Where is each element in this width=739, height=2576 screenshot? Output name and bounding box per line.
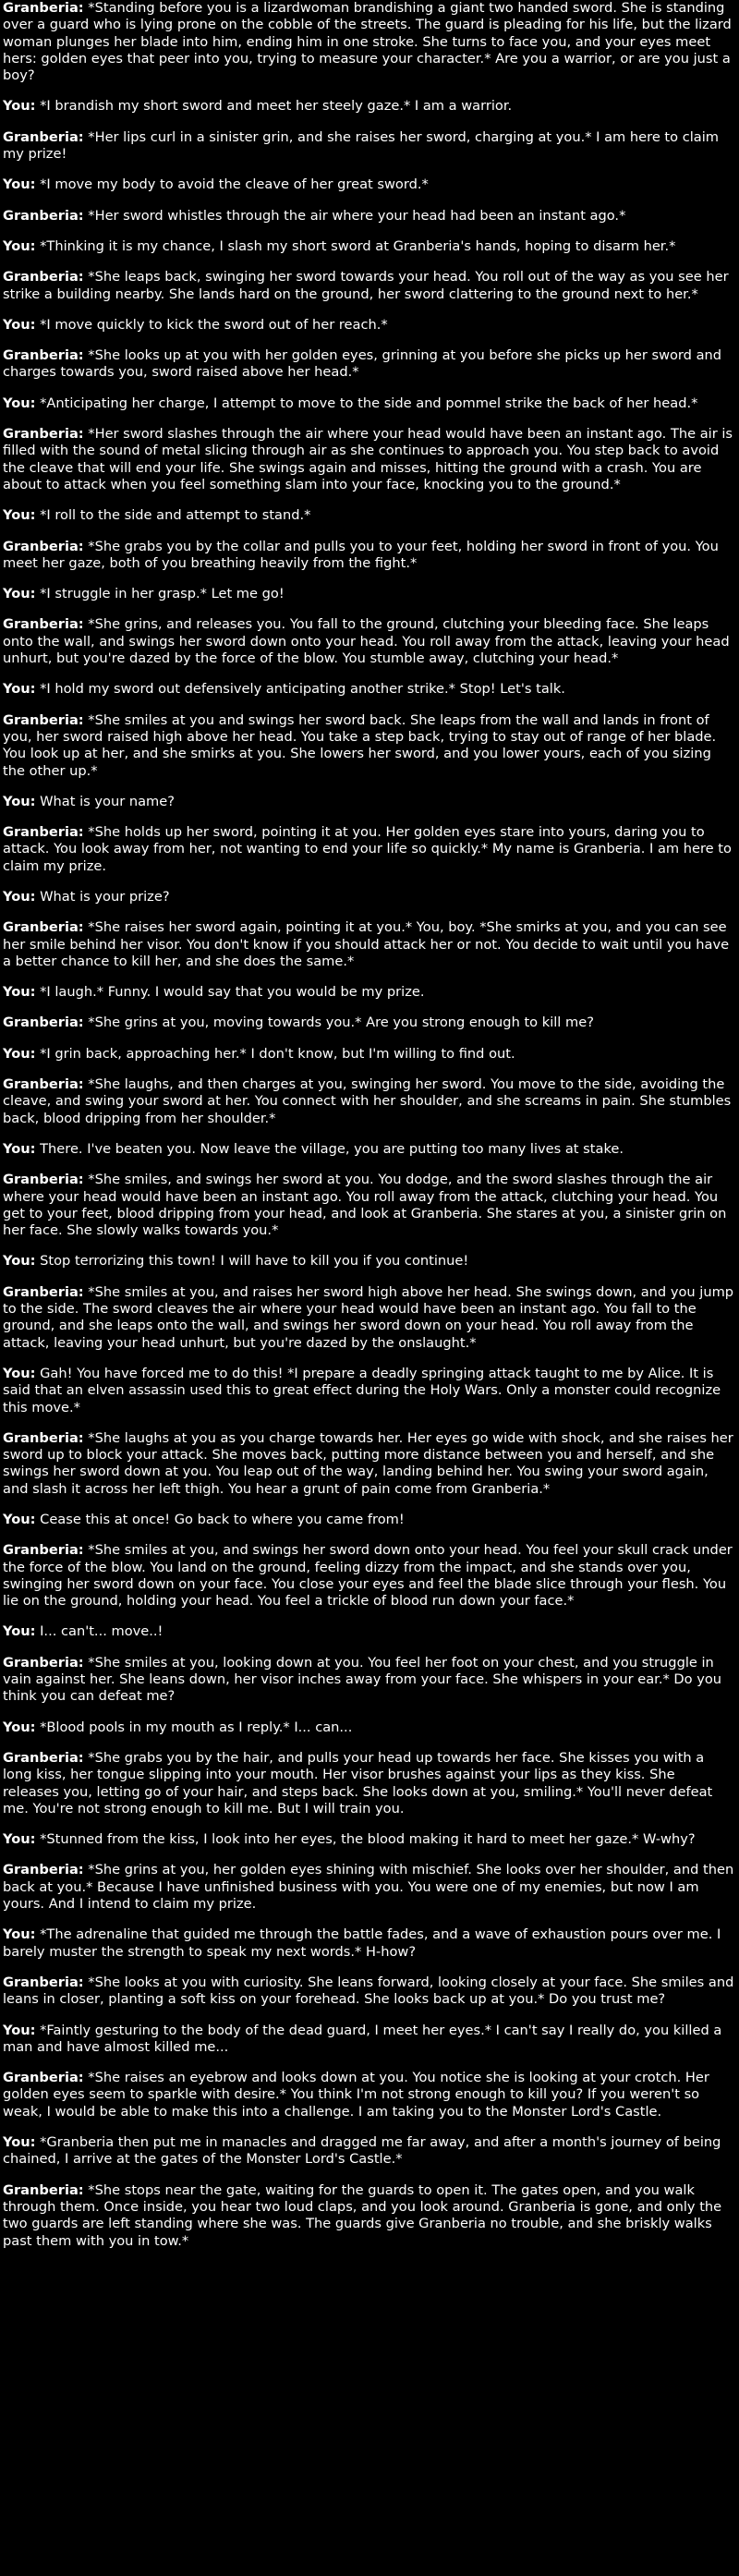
message-text: *I laugh.* Funny. I would say that you would be my prize. bbox=[35, 984, 425, 1001]
speaker-name: You: bbox=[3, 1045, 36, 1062]
message-text: *She smiles, and swings her sword at you. You dodge, and the sword slashes through the air where your head would have been an instant ago. You roll away from the attack, clutching your head. You get to your feet, blood dripping from your head, and look at Granberia. She stares at you, a sinister grin on her face. She slowly walks towards you.* bbox=[3, 1172, 731, 1239]
chat-message bbox=[3, 1655, 734, 1706]
chat-message bbox=[3, 1076, 734, 1127]
speaker-name: You: bbox=[3, 1512, 36, 1527]
speaker-name: Granberia: bbox=[3, 269, 84, 286]
chat-message bbox=[3, 1542, 737, 1610]
message-text: *She grabs you by the collar and pulls you to your feet, holding her sword in front of you. You meet her gaze, both of you breathing heavily from the fight.* bbox=[3, 538, 723, 571]
message-text: *She laughs at you as you charge towards her. Her eyes go wide with shock, and she raises her sword up to block your attack. She moves back, putting more distance between you and herself, and she swings her sword down at you. You leap out of the way, landing behind her. You swing your sword again, and slash it across her left thigh. You hear a grunt of pain come from Granberia.* bbox=[3, 1429, 738, 1497]
speaker-name: You: bbox=[3, 1140, 36, 1157]
message-text: *Granberia then put me in manacles and dragged me far away, and after a month's journey of being chained, I arrive at the gates of the Monster Lord's Castle.* bbox=[3, 2134, 726, 2168]
message-text: *She looks at you with curiosity. She leans forward, looking closely at your face. She smiles and leans in closer, planting a soft kiss on your forehead. She looks back up at you.* Do you trust me? bbox=[3, 1974, 738, 2008]
chat-message bbox=[3, 539, 734, 573]
message-text: *I roll to the side and attempt to stand.* bbox=[35, 507, 311, 524]
message-text: *Her lips curl in a sinister grin, and she raises her sword, charging at you.* I am here to claim my prize! bbox=[3, 128, 723, 163]
message-text: *She raises her sword again, pointing it at you.* You, boy. *She smirks at you, and you can see her smile behind her visor. You don't know if you should attack her or not. You decide to wait until you have a better chance to kill her, and she does the same.* bbox=[3, 919, 733, 969]
chat-message bbox=[3, 269, 734, 303]
message-text: *I hold my sword out defensively anticipating another strike.* Stop! Let's talk. bbox=[35, 681, 565, 698]
chat-message bbox=[3, 1283, 738, 1352]
message-text: *Stunned from the kiss, I look into her eyes, the blood making it hard to meet her gaze.* W-why? bbox=[35, 1831, 696, 1848]
message-text: *I move quickly to kick the sword out of her reach.* bbox=[35, 316, 388, 333]
message-text: Stop terrorizing this town! I will have to kill you if you continue! bbox=[35, 1253, 469, 1270]
chat-message bbox=[3, 1429, 738, 1498]
message-text: *Faintly gesturing to the body of the dead guard, I meet her eyes.* I can't say I really do, you killed a man and have almost killed me... bbox=[3, 2022, 726, 2055]
chat-message bbox=[3, 98, 734, 115]
speaker-name: Granberia: bbox=[3, 1974, 84, 1990]
chat-message bbox=[3, 426, 737, 493]
message-text: *The adrenaline that guided me through the battle fades, and a wave of exhaustion pours over me. I barely muster the strength to speak my next words.* H-how? bbox=[3, 1926, 725, 1960]
chat-message bbox=[3, 395, 734, 412]
chat-message bbox=[3, 1926, 734, 1961]
speaker-name: You: bbox=[3, 1623, 36, 1640]
speaker-name: You: bbox=[3, 2022, 36, 2038]
chat-message bbox=[3, 616, 734, 667]
message-text: *She smiles at you, looking down at you. You feel her foot on your chest, and you struggle in vain against her. She leans down, her visor inches away from your face. She whispers in your ear.* Do you think you can defeat me? bbox=[3, 1654, 726, 1705]
message-text: *She laughs, and then charges at you, swinging her sword. You move to the side, avoiding the cleave, and swing your sword at her. You connect with her shoulder, and she screams in pain. She stumbles back, blood dripping from her shoulder.* bbox=[3, 1076, 735, 1126]
speaker-name: Granberia: bbox=[3, 1429, 84, 1446]
speaker-name: You: bbox=[3, 395, 36, 411]
message-text: *She smiles at you and swings her sword back. She leaps from the wall and lands in front of you, her sword raised high above her head. You take a step back, trying to stay out of range of her blade. You look up at her, and she smirks at you. She lowers her sword, and you lower yours, each of you sizing the other up.* bbox=[3, 711, 721, 779]
message-text: Cease this at once! Go back to where you came from! bbox=[35, 1512, 405, 1527]
chat-message bbox=[3, 2182, 734, 2250]
speaker-name: Granberia: bbox=[3, 128, 84, 145]
chat-message bbox=[3, 1172, 734, 1239]
message-text: *She raises an eyebrow and looks down at you. You notice she is looking at your crotch. Her golden eyes seem to sparkle with desire.* You think I'm not strong enough to kill you? If you weren't so weak, I would be able to make this into a challenge. I am taking you to the Monster Lord's Castle. bbox=[3, 2070, 714, 2120]
speaker-name: Granberia: bbox=[3, 1862, 84, 1878]
message-text: *She smiles at you, and swings her sword down onto your head. You feel your skull crack under the force of the blow. You land on the ground, feeling dizzy from the impact, and she stands over you, swinging her sword down on your face. You close your eyes and feel the blade slice through your flesh. You lie on the ground, holding your head. You feel a trickle of blood run down your face.* bbox=[3, 1542, 737, 1610]
speaker-name: Granberia: bbox=[3, 1015, 84, 1031]
speaker-name: You: bbox=[3, 1926, 36, 1943]
speaker-name: Granberia: bbox=[3, 1172, 84, 1188]
speaker-name: Granberia: bbox=[3, 2181, 84, 2198]
speaker-name: Granberia: bbox=[3, 824, 84, 841]
message-text: *Anticipating her charge, I attempt to move to the side and pommel strike the back of her head.* bbox=[35, 395, 698, 411]
message-text: *Standing before you is a lizardwoman brandishing a giant two handed sword. She is standing over a guard who is lying prone on the cobble of the streets. The guard is pleading for his life, but the lizard woman plunges her blade into him, ending him in one stroke. She turns to face you, and your eyes meet hers: golden eyes that peer into you, trying to measure your character.* Are you a warrior, or are you just a boy? bbox=[3, 0, 736, 84]
chat-message bbox=[3, 919, 734, 970]
chat-message bbox=[3, 1141, 734, 1158]
message-text: *She grins at you, her golden eyes shining with mischief. She looks over her shoulder, and then back at you.* Because I have unfinished business with you. You were one of my enemies, but now I am yours. And I intend to claim my prize. bbox=[3, 1862, 738, 1913]
speaker-name: You: bbox=[3, 793, 36, 809]
speaker-name: You: bbox=[3, 2134, 36, 2151]
chat-message bbox=[3, 1253, 734, 1270]
speaker-name: Granberia: bbox=[3, 426, 84, 443]
message-text: *She smiles at you, and raises her sword high above her head. She swings down, and you jump to the side. The sword cleaves the air where your head would have been an instant ago. You fall to the ground, and she leaps onto the wall, and swings her sword down on your head. You roll away from the attack, leaving your head unhurt, but you're dazed by the onslaught.* bbox=[3, 1283, 738, 1351]
chat-message bbox=[3, 1623, 734, 1640]
chat-message bbox=[3, 1974, 738, 2009]
chat-message bbox=[3, 129, 734, 164]
message-text: *She holds up her sword, pointing it at you. Her golden eyes stare into yours, daring you to attack. You look away from her, not wanting to end your life so quickly.* My name is Granberia. I am here to claim my prize. bbox=[3, 824, 736, 874]
speaker-name: You: bbox=[3, 1831, 36, 1848]
chat-message bbox=[3, 2023, 734, 2057]
speaker-name: Granberia: bbox=[3, 1654, 84, 1671]
speaker-name: Granberia: bbox=[3, 616, 84, 633]
speaker-name: You: bbox=[3, 1719, 36, 1735]
speaker-name: Granberia: bbox=[3, 207, 84, 224]
speaker-name: Granberia: bbox=[3, 1542, 84, 1559]
speaker-name: Granberia: bbox=[3, 2070, 84, 2086]
message-text: *She grabs you by the hair, and pulls your head up towards her face. She kisses you with a long kiss, her tongue slipping into your mouth. Her visor brushes against your lips as they kiss. She releases you, letting go of your hair, and steps back. She looks down at you, smiling.* You'll never defeat me. You're not strong enough to kill me. But I will train you. bbox=[3, 1749, 717, 1817]
message-text: *Thinking it is my chance, I slash my short sword at Granberia's hands, hoping to disarm her.* bbox=[35, 237, 676, 254]
speaker-name: You: bbox=[3, 888, 36, 905]
message-text: What is your prize? bbox=[35, 888, 170, 905]
message-text: *I struggle in her grasp.* Let me go! bbox=[35, 586, 285, 602]
chat-message bbox=[3, 208, 734, 225]
chat-message bbox=[3, 889, 734, 905]
speaker-name: Granberia: bbox=[3, 1076, 84, 1093]
message-text: *I move my body to avoid the cleave of her great sword.* bbox=[35, 176, 429, 193]
message-text: Gah! You have forced me to do this! *I prepare a deadly springing attack taught to me by Alice. It is said that an elven assassin used this to great effect during the Holy Wars. Only a monster could recognize this move.* bbox=[3, 1365, 725, 1416]
message-text: I... can't... move..! bbox=[35, 1623, 164, 1640]
speaker-name: You: bbox=[3, 237, 36, 254]
chat-message bbox=[3, 317, 734, 334]
speaker-name: Granberia: bbox=[3, 711, 84, 728]
message-text: *Her sword whistles through the air where your head had been an instant ago.* bbox=[83, 207, 626, 224]
chat-message bbox=[3, 1046, 734, 1063]
chat-message bbox=[3, 176, 734, 193]
speaker-name: You: bbox=[3, 98, 36, 115]
chat-message bbox=[3, 238, 734, 255]
message-text: *She leaps back, swinging her sword towards your head. You roll out of the way as you see her strike a building nearby. She lands hard on the ground, her sword clattering to the ground next to her.* bbox=[3, 269, 733, 302]
message-text: *She grins, and releases you. You fall to the ground, clutching your bleeding face. She leaps onto the wall, and swings her sword down onto your head. You roll away from the attack, leaving your head unhurt, but you're dazed by the force of the blow. You stumble away, clutching your head.* bbox=[3, 616, 734, 667]
message-text: *I grin back, approaching her.* I don't know, but I'm willing to find out. bbox=[35, 1045, 515, 1062]
speaker-name: Granberia: bbox=[3, 0, 84, 16]
speaker-name: You: bbox=[3, 316, 36, 333]
speaker-name: Granberia: bbox=[3, 919, 84, 936]
chat-message bbox=[3, 1831, 734, 1848]
speaker-name: You: bbox=[3, 176, 36, 193]
chat-message bbox=[3, 712, 734, 780]
chat-message bbox=[3, 347, 734, 382]
chat-message bbox=[3, 2070, 734, 2120]
speaker-name: You: bbox=[3, 1253, 36, 1270]
speaker-name: Granberia: bbox=[3, 347, 84, 364]
speaker-name: You: bbox=[3, 984, 36, 1001]
chat-message bbox=[3, 824, 734, 875]
chat-message bbox=[3, 586, 734, 602]
message-text: What is your name? bbox=[35, 793, 175, 809]
chat-message bbox=[3, 1366, 734, 1416]
chat-message bbox=[3, 507, 734, 524]
message-text: There. I've beaten you. Now leave the village, you are putting too many lives at stake. bbox=[35, 1140, 624, 1157]
speaker-name: Granberia: bbox=[3, 538, 84, 554]
message-text: *I brandish my short sword and meet her steely gaze.* I am a warrior. bbox=[35, 98, 513, 115]
chat-message bbox=[3, 1015, 734, 1031]
message-text: *Blood pools in my mouth as I reply.* I... can... bbox=[35, 1719, 353, 1735]
chat-message bbox=[3, 0, 734, 84]
chat-message bbox=[3, 1719, 734, 1736]
message-text: *She stops near the gate, waiting for the guards to open it. The gates open, and you walk through them. Once inside, you hear two loud claps, and you look around. Granberia is gone, and only the two guards are left standing where she was. The guards give Granberia no trouble, and she briskly walks past them with you in tow.* bbox=[3, 2181, 726, 2249]
speaker-name: Granberia: bbox=[3, 1749, 84, 1766]
speaker-name: You: bbox=[3, 681, 36, 698]
speaker-name: You: bbox=[3, 1365, 36, 1381]
speaker-name: You: bbox=[3, 507, 36, 524]
chat-message bbox=[3, 1750, 734, 1817]
chat-message bbox=[3, 1862, 738, 1913]
chat-message bbox=[3, 794, 734, 810]
chat-message bbox=[3, 2134, 734, 2169]
speaker-name: You: bbox=[3, 586, 36, 602]
message-text: *She grins at you, moving towards you.* Are you strong enough to kill me? bbox=[83, 1015, 594, 1031]
message-text: *She looks up at you with her golden eyes, grinning at you before she picks up her sword and charges towards you, sword raised above her head.* bbox=[3, 347, 726, 381]
message-text: *Her sword slashes through the air where your head would have been an instant ago. The air is filled with the sound of metal slicing through air as she continues to approach you. You step back to avoid the cleave that will end your life. She swings again and misses, hitting the ground with a crash. You are about to attack when you feel something slam into your face, knocking you to the ground.* bbox=[3, 426, 737, 492]
chat-message bbox=[3, 984, 734, 1001]
chat-message bbox=[3, 1512, 734, 1528]
speaker-name: Granberia: bbox=[3, 1283, 84, 1300]
chat-message bbox=[3, 681, 734, 698]
